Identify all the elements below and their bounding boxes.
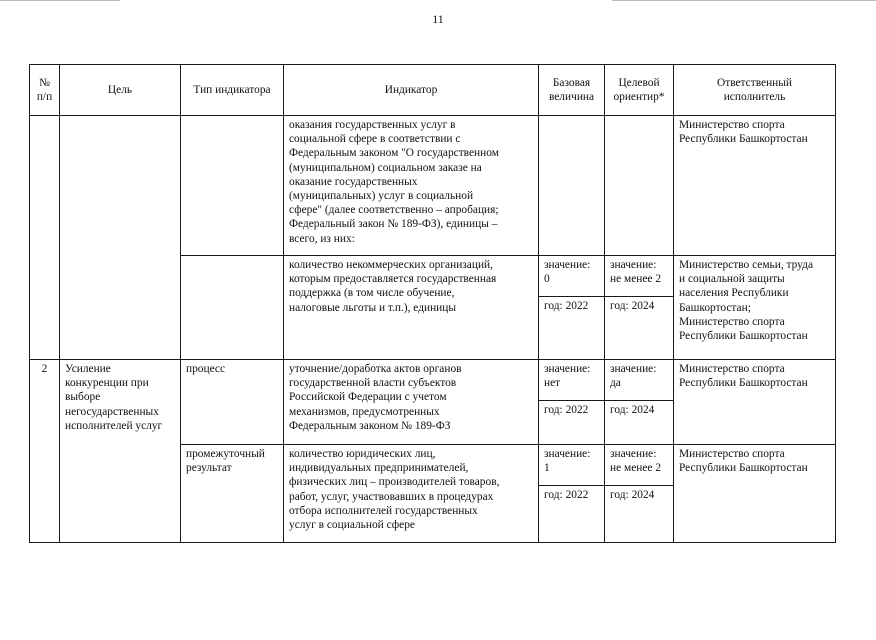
type-cell: промежуточный результат — [181, 445, 284, 543]
col-header-num: № п/п — [30, 65, 60, 116]
responsible-cell: Министерство спорта Республики Башкортостан — [674, 116, 836, 256]
base-year: год: 2022 — [544, 404, 589, 416]
col-header-type: Тип индикатора — [181, 65, 284, 116]
top-edge-line-right — [612, 0, 876, 1]
table-row — [30, 116, 836, 256]
target-cell — [605, 116, 674, 256]
target-cell — [605, 256, 674, 360]
target-year: год: 2024 — [610, 489, 655, 501]
responsible-cell: Министерство спорта Республики Башкортостан — [674, 360, 836, 445]
type-cell: процесс — [181, 360, 284, 445]
goal-cell: Усиление конкуренции при выборе негосударственных исполнителей услуг — [60, 360, 181, 543]
target-value: значение: да — [605, 360, 673, 401]
base-cell — [539, 360, 605, 445]
target-year: год: 2024 — [610, 404, 655, 416]
target-cell — [605, 445, 674, 543]
indicator-cell: уточнение/доработка актов органов государственной власти субъектов Российской Федерации с учетом механизмов, предусмотренных Федеральным законом № 189-ФЗ — [284, 360, 539, 445]
base-cell — [539, 116, 605, 256]
base-cell — [539, 445, 605, 543]
num-cell — [30, 116, 60, 360]
col-header-target: Целевой ориентир* — [605, 65, 674, 116]
top-edge-line-left — [0, 0, 120, 1]
col-header-indicator: Индикатор — [284, 65, 539, 116]
indicator-cell: оказания государственных услуг в социальной сфере в соответствии с Федеральным законом "О государственном (муниципальном) социальном заказе на оказание государственных (муниципальных) услуг в социальной сфере" (далее соответственно – апробация; Федеральный закон № 189-ФЗ), единицы – всего, из них: — [284, 116, 539, 256]
indicator-cell: количество некоммерческих организаций, которым предоставляется государственная поддержка (в том числе обучение, налоговые льготы и т.п.), единицы — [284, 256, 539, 360]
responsible-cell: Министерство спорта Республики Башкортостан — [674, 445, 836, 543]
target-cell — [605, 360, 674, 445]
indicators-table — [29, 64, 836, 543]
base-value: значение: 0 — [539, 256, 604, 297]
base-year: год: 2022 — [544, 300, 589, 312]
type-cell — [181, 256, 284, 360]
col-header-responsible: Ответственный исполнитель — [674, 65, 836, 116]
type-cell — [181, 116, 284, 256]
base-value: значение: 1 — [539, 445, 604, 486]
table-row — [30, 360, 836, 445]
target-value: значение: не менее 2 — [605, 256, 673, 297]
col-header-goal: Цель — [60, 65, 181, 116]
goal-cell — [60, 116, 181, 360]
base-cell — [539, 256, 605, 360]
indicator-cell: количество юридических лиц, индивидуальных предпринимателей, физических лиц – производителей товаров, работ, услуг, участвовавших в процедурах отбора исполнителей государственных услуг в социальной сфере — [284, 445, 539, 543]
header-row — [30, 65, 836, 116]
num-cell: 2 — [30, 360, 60, 543]
target-value: значение: не менее 2 — [605, 445, 673, 486]
base-value: значение: нет — [539, 360, 604, 401]
page-number: 11 — [432, 12, 444, 26]
responsible-cell: Министерство семьи, труда и социальной защиты населения Республики Башкортостан; Министерство спорта Республики Башкортостан — [674, 256, 836, 360]
target-year: год: 2024 — [610, 300, 655, 312]
base-year: год: 2022 — [544, 489, 589, 501]
col-header-base: Базовая величина — [539, 65, 605, 116]
